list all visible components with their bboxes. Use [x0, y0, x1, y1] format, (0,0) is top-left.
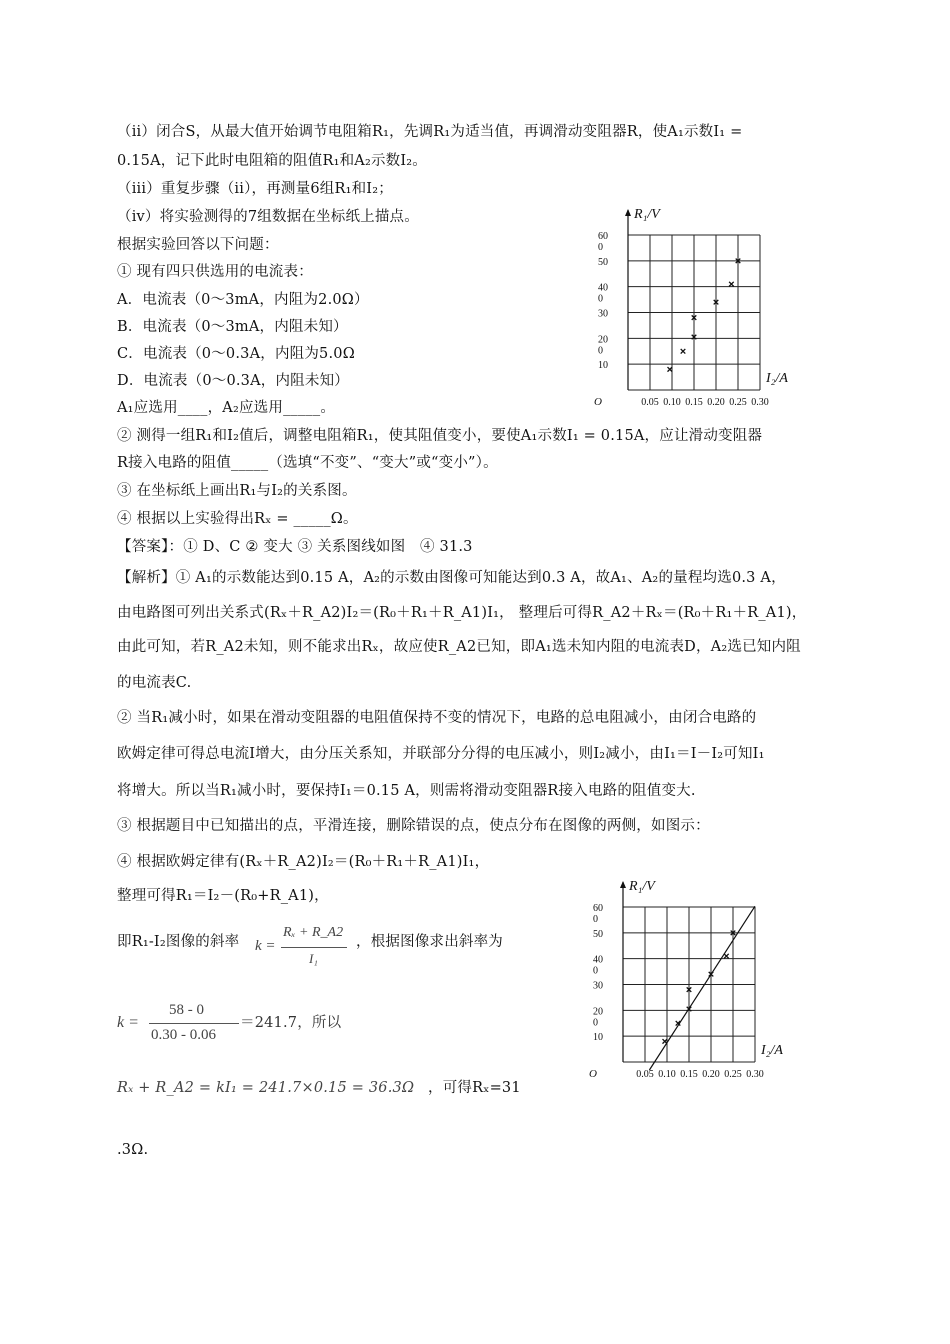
origin-label: O — [594, 396, 602, 408]
answer: 【答案】：① D、C ② 变大 ③ 关系图线如图 ④ 31.3 — [117, 539, 473, 555]
analysis-4-slope-suffix: ，根据图像求出斜率为 — [356, 934, 503, 950]
q1-option-c: C．电流表（0～0.3A，内阻为5.0Ω — [117, 346, 355, 362]
step-ii-line2: 0.15A，记下此时电阻箱的阻值R₁和A₂示数I₂。 — [117, 153, 428, 169]
y-tick-label-suffix: 0 — [593, 1017, 598, 1029]
questions-intro: 根据实验回答以下问题： — [117, 237, 279, 253]
x-axis-label: I₂/A — [766, 371, 788, 386]
data-point — [663, 1039, 668, 1044]
y-tick-label: 40 — [598, 282, 608, 294]
y-tick-label: 60 — [598, 231, 608, 242]
y-tick-label: 10 — [593, 1032, 603, 1044]
x-tick-label: 0.30 — [751, 397, 769, 408]
x-tick-label: 0.10 — [663, 397, 681, 408]
chart-r1-vs-i2-fitted — [575, 872, 783, 1087]
slope-k-eq: k = — [255, 938, 276, 954]
q1-stem: ① 现有四只供选用的电流表： — [117, 264, 313, 280]
analysis-2-line1: ② 当R₁减小时，如果在滑动变阻器的电阻值保持不变的情况下，电路的总电阻减小，由闭合电路的 — [117, 710, 757, 726]
q3: ③ 在坐标纸上画出R₁与I₂的关系图。 — [117, 483, 357, 499]
y-tick-label: 20 — [593, 1006, 603, 1018]
analysis-4-line2: 整理可得R₁＝I₂－(R₀+R_A1)， — [117, 888, 329, 904]
slope2-k-eq: k = — [117, 1014, 139, 1031]
analysis-2-line3: 将增大。所以当R₁减小时，要保持I₁＝0.15 A，则需将滑动变阻器R接入电路的阻值变大. — [117, 783, 696, 799]
data-point — [724, 954, 729, 959]
analysis-1-line2: 由电路图可列出关系式(Rₓ＋R_A2)I₂＝(R₀＋R₁＋R_A1)I₁， 整理后可得R_A2＋Rₓ＝(R₀＋R₁＋R_A1)， — [117, 605, 807, 621]
x-axis-label: I₂/A — [761, 1043, 783, 1058]
y-tick-label: 30 — [593, 980, 603, 992]
rx-equation: Rₓ + R_A2 = kI₁ = 241.7×0.15 = 36.3Ω — [117, 1080, 415, 1096]
y-tick-label-suffix: 0 — [598, 345, 603, 357]
slope2-denominator: 0.30 - 0.06 — [151, 1027, 216, 1043]
y-axis-label: R₁/V — [634, 207, 660, 222]
q1-option-d: D．电流表（0～0.3A，内阻未知） — [117, 373, 349, 389]
y-tick-label: 30 — [598, 308, 608, 320]
rx-result-tail: .3Ω. — [117, 1142, 149, 1158]
y-tick-label: 10 — [598, 360, 608, 372]
analysis-2-line2: 欧姆定律可得总电流I增大，由分压关系知，并联部分分得的电压减小，则I₂减小，由I₁＝I－I₂可知I₁ — [117, 746, 765, 762]
data-point — [668, 367, 673, 372]
step-ii-line1: （ii）闭合S，从最大值开始调节电阻箱R₁，先调R₁为适当值，再调滑动变阻器R，使A₁示数I₁ = — [117, 124, 743, 140]
slope-value-result: ＝241.7，所以 — [240, 1015, 342, 1031]
slope-fraction — [255, 925, 355, 975]
x-tick-label: 0.10 — [658, 1069, 676, 1080]
slope-denominator: I₁ — [309, 951, 318, 966]
x-tick-label: 0.30 — [746, 1069, 764, 1080]
analysis-4-slope-prefix: 即R₁-I₂图像的斜率 — [117, 934, 240, 950]
q2-line1: ② 测得一组R₁和I₂值后，调整电阻箱R₁，使其阻值变小，要使A₁示数I₁ = 0.15A，应让滑动变阻器 — [117, 428, 763, 444]
x-tick-label: 0.20 — [707, 397, 725, 408]
data-point — [729, 282, 734, 287]
analysis-1-line1: 【解析】① A₁的示数能达到0.15 A，A₂的示数由图像可知能达到0.3 A，故A₁、A₂的量程均选0.3 A， — [117, 570, 786, 586]
q1-option-b: B．电流表（0～3mA，内阻未知） — [117, 319, 348, 335]
y-tick-label: 40 — [593, 954, 603, 966]
data-point — [681, 349, 686, 354]
y-axis-arrow — [625, 209, 631, 216]
chart-r1-vs-i2-data — [580, 200, 788, 415]
x-tick-label: 0.20 — [702, 1069, 720, 1080]
analysis-1-line4: 的电流表C. — [117, 675, 192, 691]
fraction-bar-2 — [149, 1023, 239, 1024]
q1-option-a: A．电流表（0～3mA，内阻为2.0Ω） — [117, 292, 369, 308]
fit-line — [649, 906, 755, 1070]
x-tick-label: 0.25 — [729, 397, 747, 408]
y-tick-label: 20 — [598, 334, 608, 346]
x-tick-label: 0.05 — [641, 397, 659, 408]
y-axis-arrow — [620, 881, 626, 888]
slope2-numerator: 58 - 0 — [169, 1002, 204, 1018]
analysis-3: ③ 根据题目中已知描出的点，平滑连接，删除错误的点，使点分布在图像的两侧，如图示： — [117, 818, 710, 834]
x-tick-label: 0.15 — [680, 1069, 698, 1080]
y-tick-label: 50 — [593, 928, 603, 940]
y-tick-label: 50 — [598, 256, 608, 268]
rx-result: ，可得Rₓ=31 — [428, 1080, 521, 1096]
q2-line2: R接入电路的阻值_____（选填“不变”、“变大”或“变小”）。 — [117, 455, 498, 471]
y-tick-label-suffix: 0 — [593, 914, 598, 925]
origin-label: O — [589, 1068, 597, 1080]
analysis-4-line1: ④ 根据欧姆定律有(Rₓ＋R_A2)I₂＝(R₀＋R₁＋R_A1)I₁， — [117, 854, 490, 870]
y-tick-label-suffix: 0 — [598, 293, 603, 305]
x-tick-label: 0.05 — [636, 1069, 654, 1080]
q4: ④ 根据以上实验得出Rₓ = _____Ω。 — [117, 511, 358, 527]
q1-blank: A₁应选用____，A₂应选用_____。 — [117, 400, 336, 416]
fraction-bar — [281, 947, 347, 948]
step-iv: （iv）将实验测得的7组数据在坐标纸上描点。 — [117, 209, 419, 225]
slope-numerator: Rₓ + R_A2 — [283, 925, 344, 940]
y-axis-label: R₁/V — [629, 879, 655, 894]
analysis-1-line3: 由此可知，若R_A2未知，则不能求出Rₓ，故应使R_A2已知，即A₁选未知内阻的电流表D，A₂选已知内阻 — [117, 639, 801, 655]
x-tick-label: 0.15 — [685, 397, 703, 408]
x-tick-label: 0.25 — [724, 1069, 742, 1080]
y-tick-label: 60 — [593, 903, 603, 914]
step-iii: （iii）重复步骤（ii），再测量6组R₁和I₂； — [117, 181, 393, 197]
y-tick-label-suffix: 0 — [598, 242, 603, 253]
y-tick-label-suffix: 0 — [593, 965, 598, 977]
